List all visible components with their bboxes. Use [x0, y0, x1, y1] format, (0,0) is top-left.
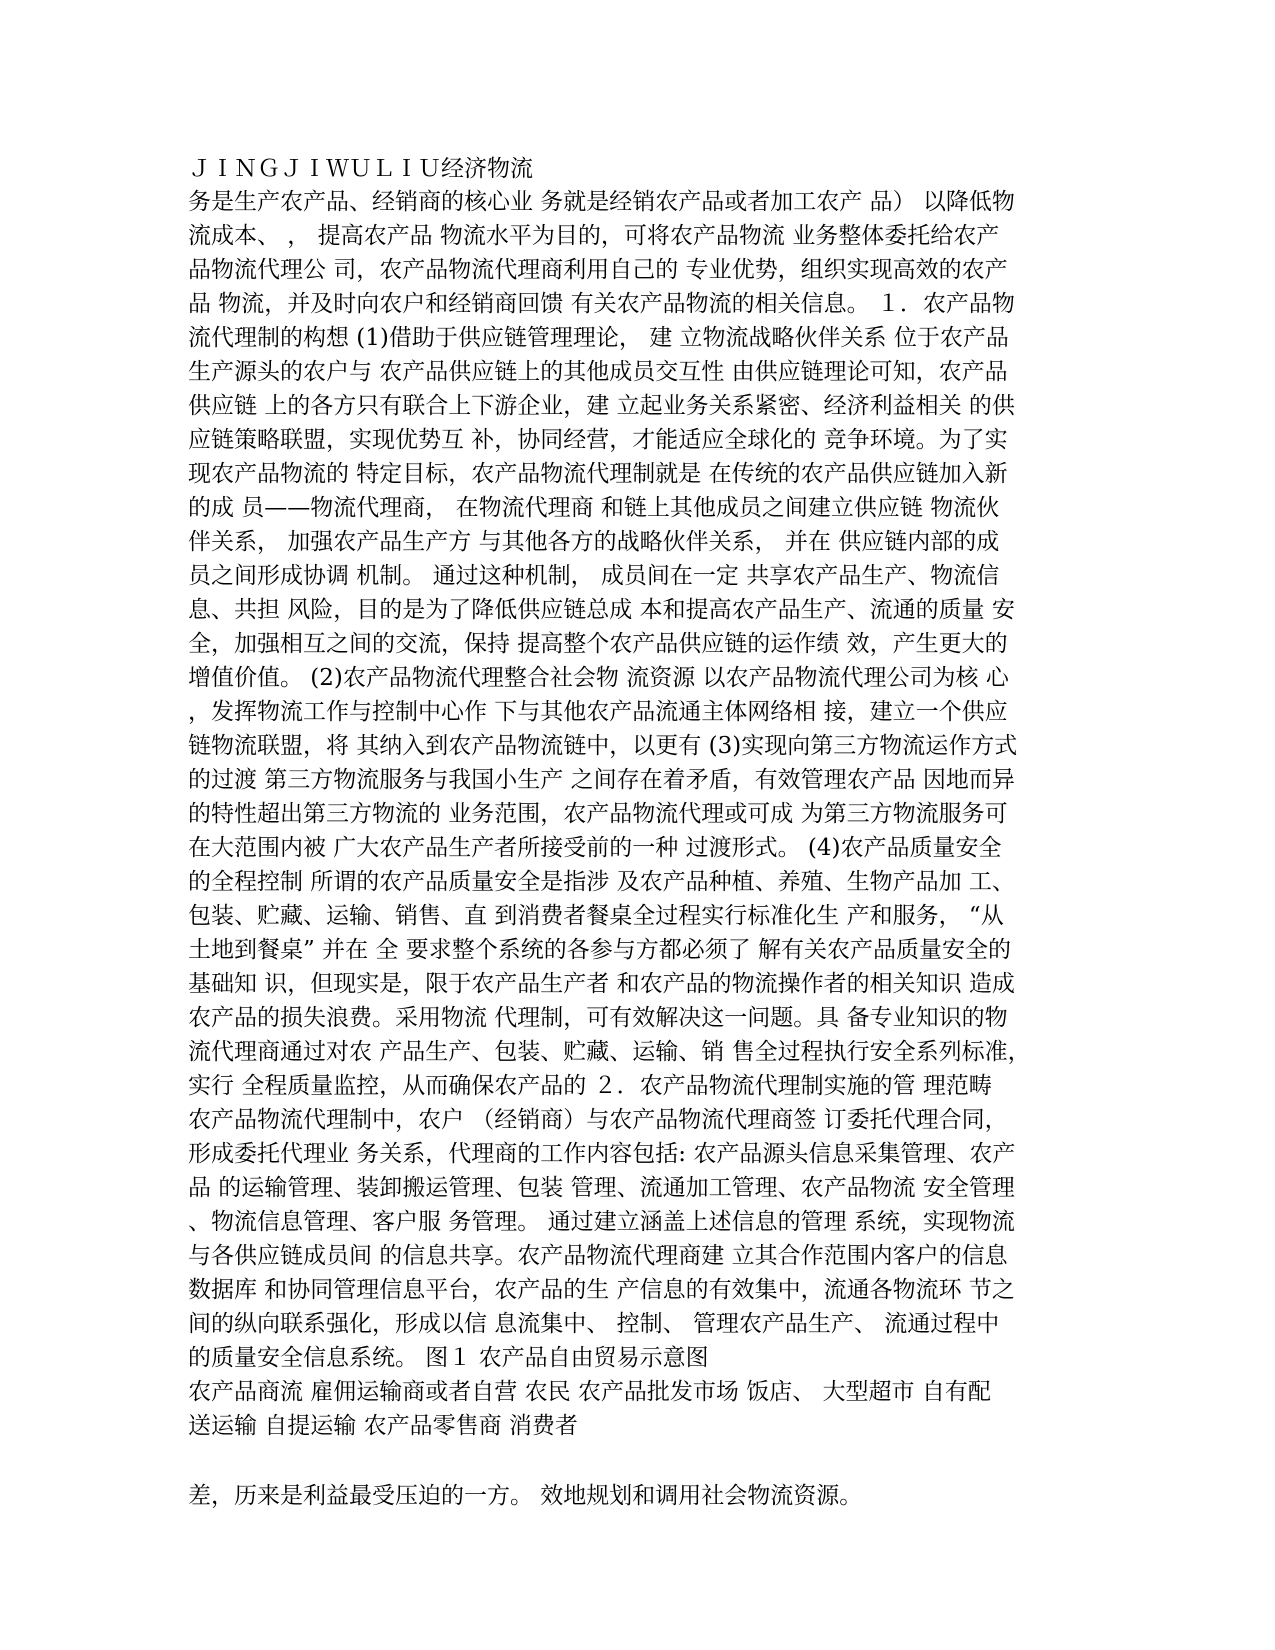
page-header: ＪＩＮＧＪＩＷＵＬＩＵ经济物流: [188, 156, 533, 182]
text-line: 员之间形成协调 机制。 通过这种机制， 成员间在一定 共享农产品生产、物流信: [188, 563, 1000, 589]
text-line: 务是生产农产品、经销商的核心业 务就是经销农产品或者加工农产 品） 以降低物: [188, 189, 1015, 215]
text-line: ，发挥物流工作与控制中心作 下与其他农产品流通主体网络相 接，建立一个供应: [188, 699, 1008, 725]
text-line: 全，加强相互之间的交流，保持 提高整个农产品供应链的运作绩 效，产生更大的: [188, 631, 1008, 657]
text-line: 、物流信息管理、客户服 务管理。 通过建立涵盖上述信息的管理 系统，实现物流: [188, 1209, 1015, 1235]
text-line: 链物流联盟，将 其纳入到农产品物流链中，以更有 (3)实现向第三方物流运作方式: [188, 733, 1018, 759]
text-line: 在大范围内被 广大农产品生产者所接受前的一种 过渡形式。 (4)农产品质量安全: [188, 835, 1002, 861]
text-line: 品物流代理公 司，农产品物流代理商利用自己的 专业优势，组织实现高效的农产: [188, 257, 1008, 283]
text-line: 的质量安全信息系统。 图１ 农产品自由贸易示意图: [188, 1345, 709, 1371]
text-line: 现农产品物流的 特定目标，农产品物流代理制就是 在传统的农产品供应链加入新: [188, 461, 1008, 487]
text-line: 品 的运输管理、装卸搬运管理、包装 管理、流通加工管理、农产品物流 安全管理: [188, 1175, 1015, 1201]
text-line: 农产品物流代理制中，农户 （经销商）与农产品物流代理商签 订委托代理合同，: [188, 1107, 1008, 1133]
text-line: 实行 全程质量监控，从而确保农产品的 ２．农产品物流代理制实施的管 理范畴: [188, 1073, 992, 1099]
text-line: 的特性超出第三方物流的 业务范围，农产品物流代理或可成 为第三方物流服务可: [188, 801, 1008, 827]
body-text: [188, 185, 1081, 1513]
text-line: 流代理商通过对农 产品生产、包装、贮藏、运输、销 售全过程执行安全系列标准，: [188, 1039, 1031, 1065]
text-line: 流成本、 ， 提高农产品 物流水平为目的，可将农产品物流 业务整体委托给农产: [188, 223, 1000, 249]
text-line: 间的纵向联系强化，形成以信 息流集中、 控制、 管理农产品生产、 流通过程中: [188, 1311, 1000, 1337]
text-line: 增值价值。 (2)农产品物流代理整合社会物 流资源 以农产品物流代理公司为核 心: [188, 665, 1009, 691]
paragraph-gap: [188, 1443, 1081, 1479]
text-line: 基础知 识，但现实是，限于农产品生产者 和农产品的物流操作者的相关知识 造成: [188, 971, 1015, 997]
text-line: 形成委托代理业 务关系，代理商的工作内容包括: 农产品源头信息采集管理、农产: [188, 1141, 1016, 1167]
text-line: 应链策略联盟，实现优势互 补，协同经营，才能适应全球化的 竞争环境。为了实: [188, 427, 1008, 453]
text-line: 数据库 和协同管理信息平台，农产品的生 产信息的有效集中，流通各物流环 节之: [188, 1277, 1015, 1303]
text-line: 伴关系， 加强农产品生产方 与其他各方的战略伙伴关系， 并在 供应链内部的成: [188, 529, 1000, 555]
text-line: 息、共担 风险，目的是为了降低供应链总成 本和提高农产品生产、流通的质量 安: [188, 597, 1015, 623]
text-line: 的过渡 第三方物流服务与我国小生产 之间存在着矛盾，有效管理农产品 因地而异: [188, 767, 1015, 793]
text-line: 农产品的损失浪费。采用物流 代理制，可有效解决这一问题。具 备专业知识的物: [188, 1005, 1008, 1031]
text-line: 的成 员——物流代理商， 在物流代理商 和链上其他成员之间建立供应链 物流伙: [188, 495, 1000, 521]
text-line: 的全程控制 所谓的农产品质量安全是指涉 及农产品种植、养殖、生物产品加 工、: [188, 869, 1015, 895]
text-line: 品 物流，并及时向农户和经销商回馈 有关农产品物流的相关信息。 １．农产品物: [188, 291, 1015, 317]
text-line: 生产源头的农户与 农产品供应链上的其他成员交互性 由供应链理论可知，农产品: [188, 359, 1008, 385]
text-line: 送运输 自提运输 农产品零售商 消费者: [188, 1413, 578, 1439]
text-line: 包装、贮藏、运输、销售、直 到消费者餐桌全过程实行标准化生 产和服务， “从: [188, 903, 1004, 929]
text-line: 农产品商流 雇佣运输商或者自营 农民 农产品批发市场 饭店、 大型超市 自有配: [188, 1379, 991, 1405]
text-line: 土地到餐桌” 并在 全 要求整个系统的各参与方都必须了 解有关农产品质量安全的: [188, 937, 1012, 963]
footer-line: 差，历来是利益最受压迫的一方。 效地规划和调用社会物流资源。: [188, 1483, 863, 1509]
text-line: 与各供应链成员间 的信息共享。农产品物流代理商建 立其合作范围内客户的信息: [188, 1243, 1008, 1269]
text-line: 流代理制的构想 (1)借助于供应链管理理论， 建 立物流战略伙伴关系 位于农产品: [188, 325, 1009, 351]
text-line: 供应链 上的各方只有联合上下游企业，建 立起业务关系紧密、经济利益相关 的供: [188, 393, 1015, 419]
